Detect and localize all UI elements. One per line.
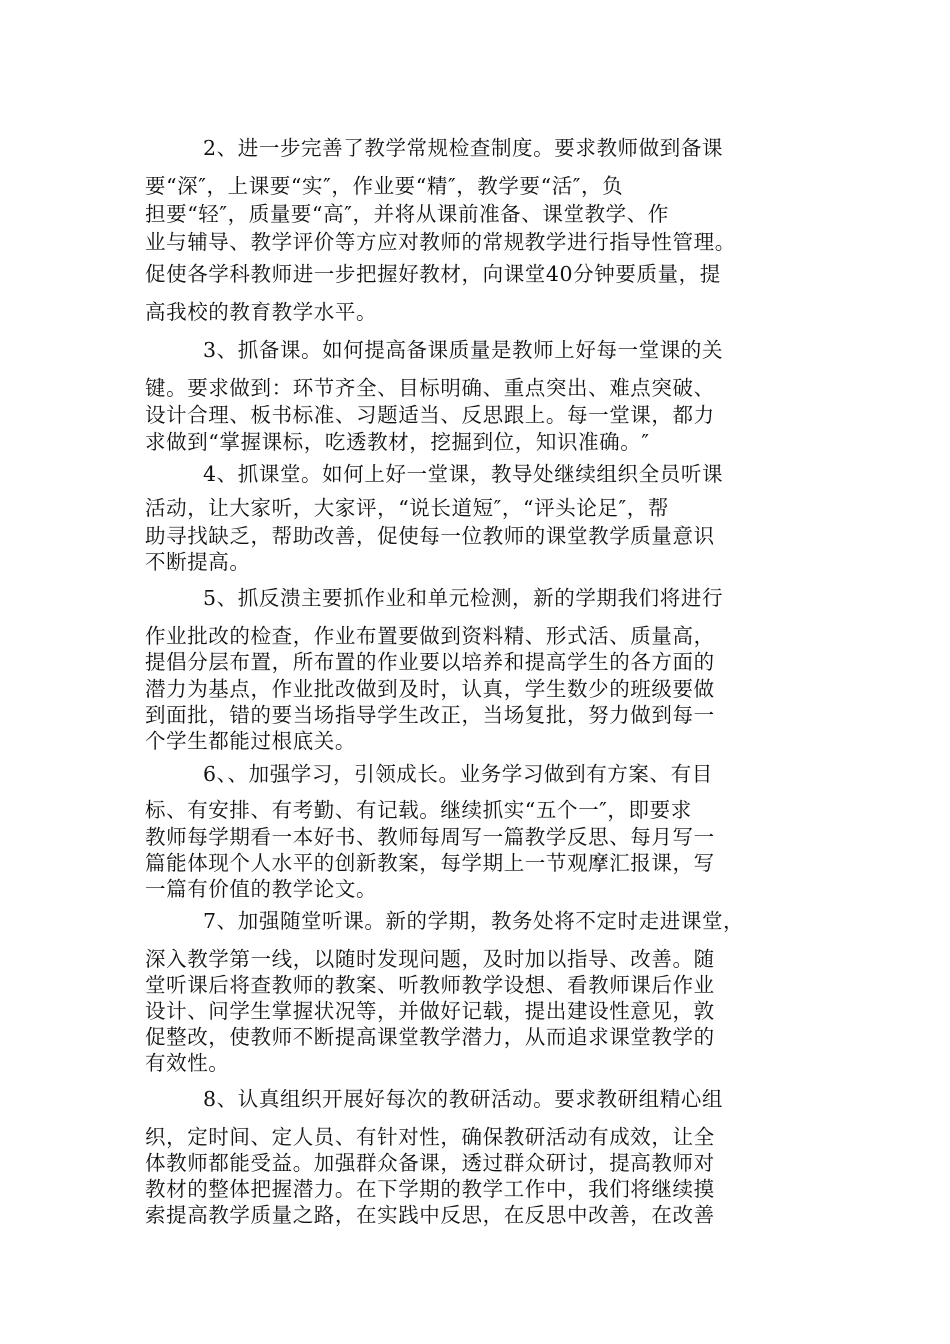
text-line: 篇能体现个人水平的创新教案，每学期上一节观摩汇报课，写 — [145, 851, 715, 875]
text-line: 一篇有价值的教学论文。 — [145, 877, 378, 901]
text-line: 堂听课后将查教师的教案、听教师教学设想、看教师课后作业 — [145, 973, 715, 997]
text-line: 助寻找缺乏，帮助改善，促使每一位教师的课堂教学质量意识 — [145, 524, 715, 548]
text-line: 业与辅导、教学评价等方应对教师的常规教学进行指导性管理。 — [145, 230, 736, 254]
text-line: 6、、加强学习，引领成长。业务学习做到有方案、有目 — [203, 762, 713, 786]
text-line: 深入教学第一线，以随时发现问题，及时加以指导、改善。随 — [145, 947, 715, 971]
text-line: 担要“轻″，质量要“高″，并将从课前准备、课堂教学、作 — [145, 202, 669, 226]
text-line: 8、认真组织开展好每次的教研活动。要求教研组精心组 — [203, 1087, 724, 1111]
text-line: 有效性。 — [145, 1051, 230, 1075]
text-line: 作业批改的检查，作业布置要做到资料精、形式活、质量高， — [145, 624, 715, 648]
text-line: 不断提高。 — [145, 550, 251, 574]
text-line: 设计、问学生掌握状况等，并做好记载，提出建设性意见，敦 — [145, 999, 715, 1023]
text-line: 键。要求做到：环节齐全、目标明确、重点突出、难点突破、 — [145, 376, 715, 400]
text-line: 促使各学科教师进一步把握好教材，向课堂40分钟要质量，提 — [145, 262, 721, 286]
text-line: 求做到“掌握课标，吃透教材，挖掘到位，知识准确。″ — [145, 430, 650, 454]
text-line: 5、抓反溃主要抓作业和单元检测，新的学期我们将进行 — [203, 586, 724, 610]
text-line: 促整改，使教师不断提高课堂教学潜力，从而追求课堂教学的 — [145, 1025, 715, 1049]
text-line: 教材的整体把握潜力。在下学期的教学工作中，我们将继续摸 — [145, 1177, 715, 1201]
text-line: 到面批，错的要当场指导学生改正，当场复批，努力做到每一 — [145, 703, 715, 727]
text-line: 个学生都能过根底关。 — [145, 729, 356, 753]
text-line: 索提高教学质量之路，在实践中反思，在反思中改善，在改善 — [145, 1203, 715, 1227]
text-line: 高我校的教育教学水平。 — [145, 300, 378, 324]
text-line: 2、进一步完善了教学常规检查制度。要求教师做到备课 — [203, 136, 724, 160]
text-line: 设计合理、板书标准、习题适当、反思跟上。每一堂课，都力 — [145, 403, 715, 427]
text-line: 4、抓课堂。如何上好一堂课，教导处继续组织全员听课 — [203, 462, 724, 486]
text-line: 7、加强随堂听课。新的学期，教务处将不定时走进课堂， — [203, 909, 745, 933]
text-line: 活动，让大家听，大家评，“说长道短″，“评头论足″，帮 — [145, 496, 669, 520]
text-line: 教师每学期看一本好书、教师每周写一篇教学反思、每月写一 — [145, 825, 715, 849]
text-line: 体教师都能受益。加强群众备课，透过群众研讨，提高教师对 — [145, 1151, 715, 1175]
text-line: 提倡分层布置，所布置的作业要以培养和提高学生的各方面的 — [145, 650, 715, 674]
text-line: 3、抓备课。如何提高备课质量是教师上好每一堂课的关 — [203, 338, 724, 362]
text-line: 潜力为基点，作业批改做到及时，认真，学生数少的班级要做 — [145, 677, 715, 701]
text-line: 织，定时间、定人员、有针对性，确保教研活动有成效，让全 — [145, 1125, 715, 1149]
text-line: 要“深″，上课要“实″，作业要“精″，教学要“活″，负 — [145, 174, 624, 198]
text-line: 标、有安排、有考勤、有记载。继续抓实“五个一″，即要求 — [145, 798, 692, 822]
